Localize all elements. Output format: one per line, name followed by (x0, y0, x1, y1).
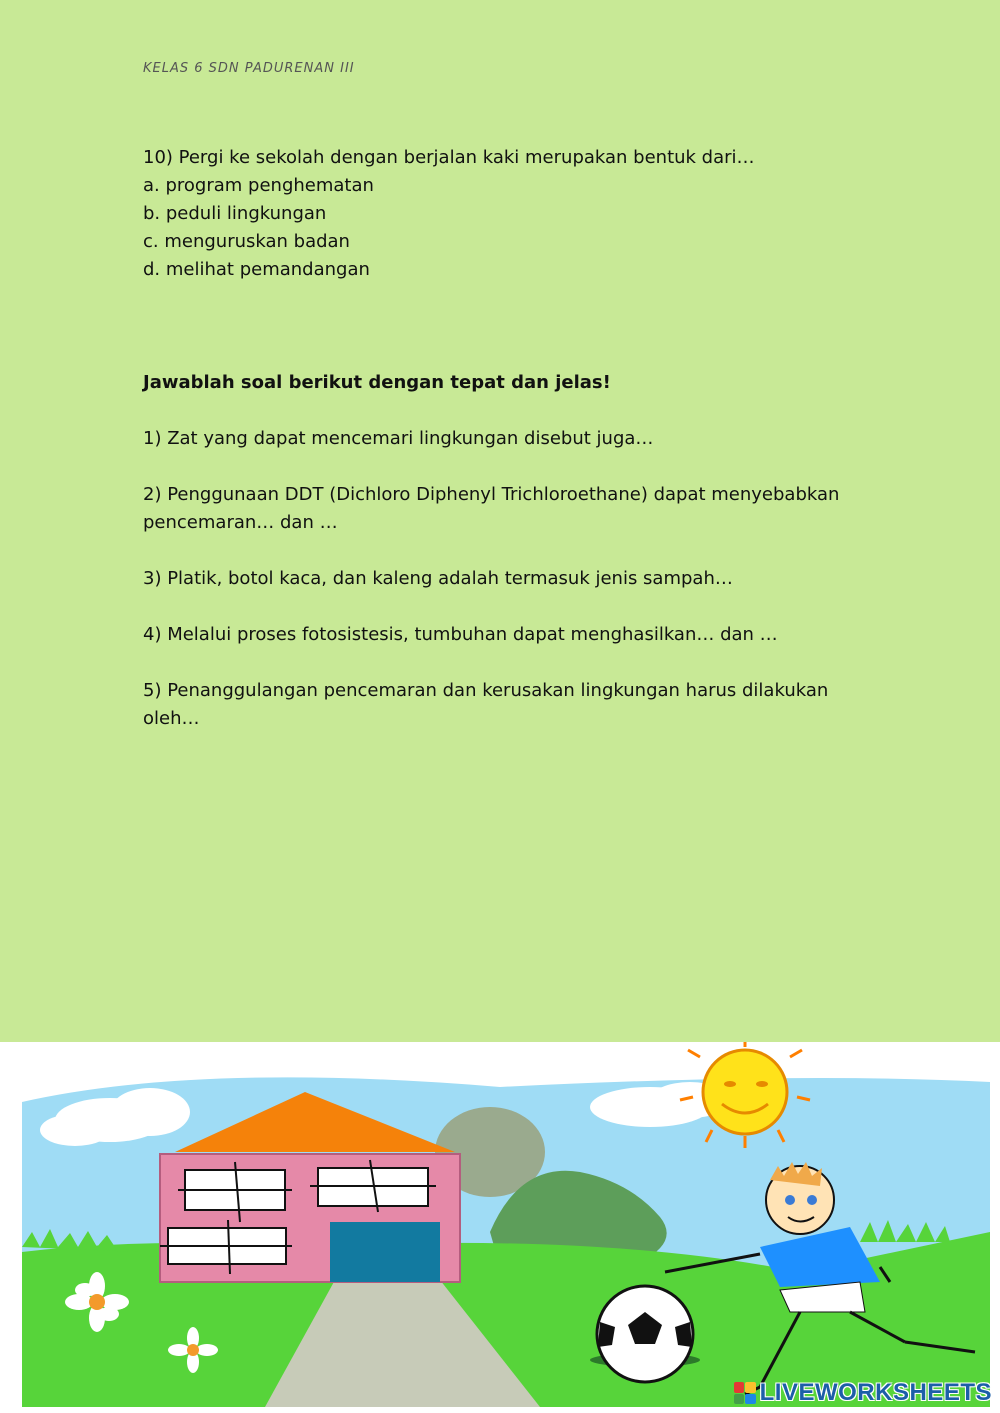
essay-question-3: 3) Platik, botol kaca, dan kaleng adalah termasuk jenis sampah… (143, 568, 733, 589)
essay-question-4: 4) Melalui proses fotosistesis, tumbuhan dapat menghasilkan… dan … (143, 624, 778, 645)
liveworksheets-label: LIVEWORKSHEETS (759, 1379, 992, 1406)
worksheet-header: KELAS 6 SDN PADURENAN III (143, 61, 355, 76)
option-c[interactable]: c. menguruskan badan (143, 231, 350, 252)
house-scene-illustration (0, 1042, 1000, 1413)
essay-instruction: Jawablah soal berikut dengan tepat dan jelas! (143, 372, 611, 393)
essay-question-1: 1) Zat yang dapat mencemari lingkungan disebut juga… (143, 428, 654, 449)
question-10 (143, 144, 883, 284)
option-a[interactable]: a. program penghematan (143, 175, 374, 196)
question-10-text: 10) Pergi ke sekolah dengan berjalan kaki merupakan bentuk dari… (143, 147, 755, 168)
house-door (330, 1222, 440, 1282)
option-d[interactable]: d. melihat pemandangan (143, 259, 370, 280)
option-b[interactable]: b. peduli lingkungan (143, 203, 327, 224)
liveworksheets-logo-icon (734, 1382, 756, 1404)
essay-question-2: 2) Penggunaan DDT (Dichloro Diphenyl Trichloroethane) dapat menyebabkan pencemaran… dan … (143, 484, 840, 533)
essay-question-5: 5) Penanggulangan pencemaran dan kerusakan lingkungan harus dilakukan oleh… (143, 680, 829, 729)
liveworksheets-brand (734, 1379, 992, 1407)
